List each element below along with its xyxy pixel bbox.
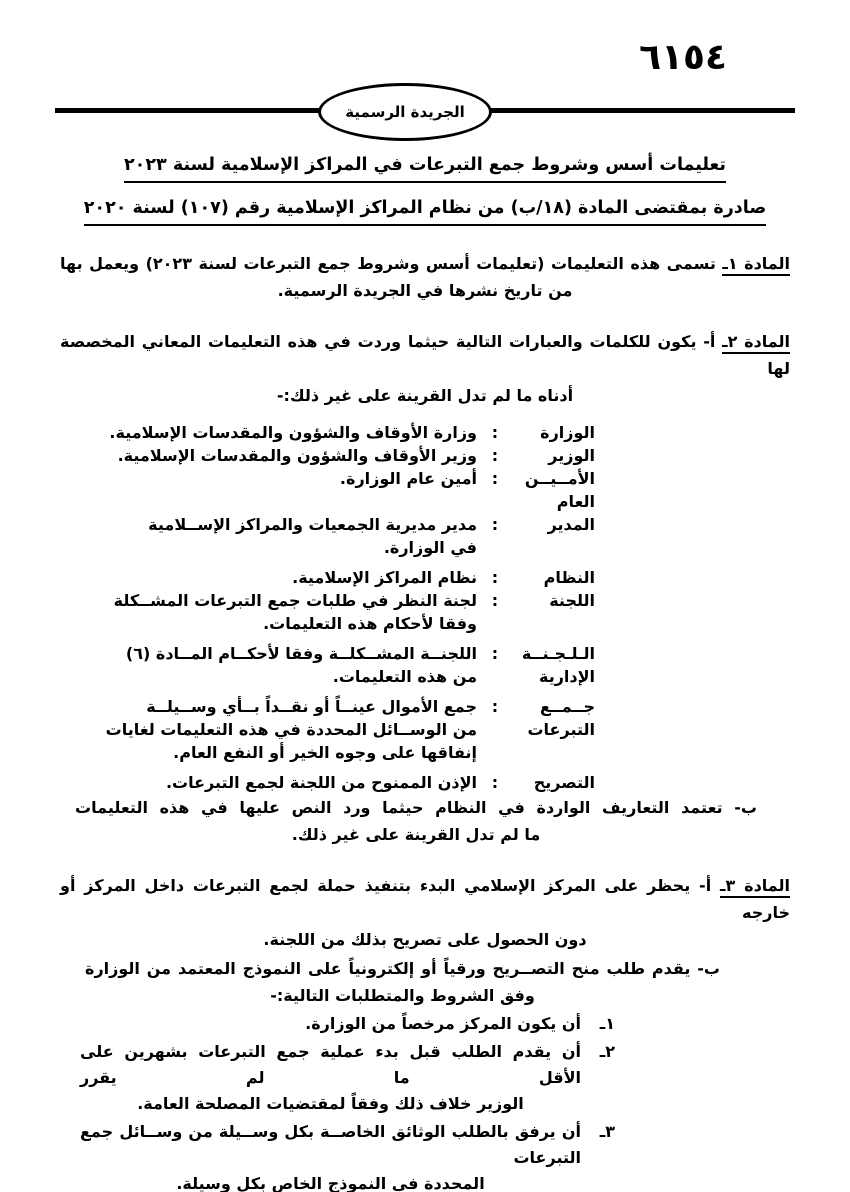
definition-colon: : [491, 423, 499, 442]
requirement-text: أن يرفق بالطلب الوثائق الخاصــة بكل وســيلة من وســائل جمع التبرعات [80, 1122, 581, 1167]
article-2-line-1 [60, 328, 790, 382]
definition-text: نظام المراكز الإسلامية. [292, 568, 477, 587]
article-3-clause-a [60, 872, 790, 953]
definition-row-permit [165, 771, 595, 794]
definition-row-minister [117, 444, 595, 467]
definition-row-collecting-donations [105, 695, 595, 764]
article-1-line-2: من تاريخ نشرها في الجريدة الرسمية. [277, 281, 573, 300]
definition-row-admin-committee [125, 642, 595, 688]
header-rule [60, 82, 790, 140]
article-3-line-2: دون الحصول على تصريح بذلك من اللجنة. [263, 930, 587, 949]
definition-term: الإدارية [538, 667, 595, 686]
requirement-number: ١ـ [599, 1014, 615, 1033]
definition-text: إنفاقها على وجوه الخير أو النفع العام. [173, 743, 477, 762]
doc-title-line2-text: صادرة بمقتضى المادة (١٨/ب) من نظام المراكز الإسلامية رقم (١٠٧) لسنة ٢٠٢٠ [84, 196, 767, 226]
article-2-line-2: أدناه ما لم تدل القرينة على غير ذلك:- [276, 386, 574, 405]
article-3-clause-a-text: أ- يحظر على المركز الإسلامي البدء بتنفيذ حملة لجمع التبرعات داخل المركز أو خارجه [60, 876, 790, 922]
definition-colon: : [491, 644, 499, 663]
article-1 [60, 250, 790, 304]
definition-colon: : [491, 515, 499, 534]
definition-colon: : [491, 773, 499, 792]
definition-row-secretary-general [177, 467, 595, 513]
gazette-name-oval [318, 83, 492, 141]
definition-text: جمع الأموال عينــاً أو نقــداً بــأي وســيلــة [146, 697, 477, 716]
definition-term: اللجنة [549, 591, 595, 610]
article-2-label: المادة ٢ـ [722, 332, 790, 354]
definition-text: الإذن الممنوح من اللجنة لجمع التبرعات. [165, 773, 477, 792]
page-number: ٦١٥٤ [639, 37, 727, 78]
definition-term: الوزارة [540, 423, 595, 442]
definition-text: من هذه التعليمات. [332, 667, 477, 686]
requirement-text: الوزير خلاف ذلك وفقاً لمقتضيات المصلحة العامة. [137, 1094, 524, 1113]
definition-term: النظام [543, 568, 595, 587]
definition-text: وزارة الأوقاف والشؤون والمقدسات الإسلامية. [109, 423, 477, 442]
definition-term: المدير [547, 515, 595, 534]
requirement-number: ٢ـ [599, 1042, 615, 1061]
definition-text: وزير الأوقاف والشؤون والمقدسات الإسلامية. [117, 446, 477, 465]
definition-text: أمين عام الوزارة. [339, 469, 477, 488]
gazette-name-label: الجريدة الرسمية [345, 103, 465, 121]
definition-colon: : [491, 568, 499, 587]
definition-row-director [148, 513, 595, 559]
definition-term: العام [556, 492, 595, 511]
requirement-text: أن يكون المركز مرخصاً من الوزارة. [305, 1014, 581, 1033]
requirement-text: أن يقدم الطلب قبل بدء عملية جمع التبرعات بشهرين على الأقل ما لم يقرر [80, 1042, 581, 1087]
definition-text: من الوســائل المحددة في هذه التعليمات لغايات [105, 720, 477, 739]
requirement-number: ٣ـ [599, 1122, 615, 1141]
definition-text: وفقا لأحكام هذه التعليمات. [263, 614, 477, 633]
article-3-clause-b [85, 955, 720, 1009]
definition-text: مدير مديرية الجمعيات والمراكز الإســلامية [148, 515, 477, 534]
definition-text: لجنة النظر في طلبات جمع التبرعات المشــكلة [113, 591, 477, 610]
definition-colon: : [491, 591, 499, 610]
definition-row-law [177, 566, 595, 589]
requirement-item-1 [80, 1011, 615, 1037]
article-2-clause-a [60, 328, 790, 409]
definition-term: الـلـجـنــة [521, 644, 595, 663]
definition-term: الأمــيــن [524, 469, 595, 488]
definition-term: الوزير [548, 446, 595, 465]
article-2-clause-b-line-1: ب- تعتمد التعاريف الواردة في النظام حيثما ورد النص عليها في هذه التعليمات [75, 798, 757, 817]
definitions-list [105, 421, 595, 794]
definition-term: جــمــع [539, 697, 595, 716]
doc-title-line2 [60, 196, 790, 226]
doc-title-line1-text: تعليمات أسس وشروط جمع التبرعات في المراكز الإسلامية لسنة ٢٠٢٣ [124, 153, 726, 183]
definition-text: في الوزارة. [383, 538, 477, 557]
doc-title-line1 [60, 153, 790, 183]
article-1-line-1 [60, 250, 790, 277]
definition-term: التبرعات [527, 720, 595, 739]
definition-row-ministry [109, 421, 595, 444]
definition-colon: : [491, 446, 499, 465]
article-2-clause-b [75, 794, 757, 848]
article-3-line-1 [60, 872, 790, 926]
requirement-item-3 [80, 1119, 615, 1192]
definition-text: اللجنــة المشــكلــة وفقا لأحكــام المــادة (٦) [125, 644, 477, 663]
article-2-clause-a-text: أ- يكون للكلمات والعبارات التالية حيثما وردت في هذه التعليمات المعاني المخصصة لها [60, 332, 790, 378]
article-3-clause-b-line-1: ب- يقدم طلب منح التصــريح ورقياً أو إلكترونياً على النموذج المعتمد من الوزارة [85, 959, 720, 978]
article-1-label: المادة ١ـ [722, 254, 790, 276]
definition-colon: : [491, 469, 499, 488]
article-3-label: المادة ٣ـ [720, 876, 790, 898]
definition-colon: : [491, 697, 499, 716]
article-1-text: تسمى هذه التعليمات (تعليمات أسس وشروط جمع التبرعات لسنة ٢٠٢٣) ويعمل بها [60, 254, 716, 273]
requirement-item-2 [80, 1039, 615, 1117]
requirement-text: المحددة في النموذج الخاص بكل وسيلة. [176, 1174, 485, 1192]
definition-row-committee [113, 589, 595, 635]
article-3-clause-b-line-2: وفق الشروط والمتطلبات التالية:- [270, 986, 535, 1005]
article-2-clause-b-line-2: ما لم تدل القرينة على غير ذلك. [291, 825, 541, 844]
definition-term: التصريح [533, 773, 595, 792]
